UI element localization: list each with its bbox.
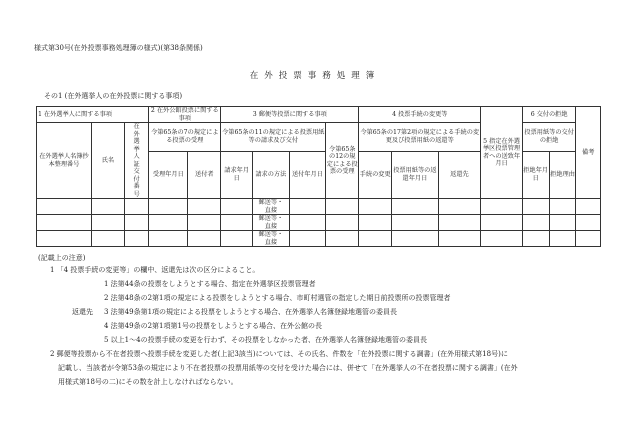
note-item-2: 2 法第48条の2第1項の規定による投票をしようとする場合、市町村選管の指定した期日前投票所の投票管理者 (104, 294, 451, 302)
note-item-1: 1 法第44条の投票をしようとする場合、指定在外選挙区投票管理者 (104, 280, 316, 288)
cell[interactable] (188, 215, 221, 231)
subheader-postal-request: 令第65条の11の規定による投票用紙等の請求及び交付 (221, 123, 326, 152)
request-method-cell[interactable]: 郵送等・ 直接 (253, 231, 290, 247)
cell[interactable] (359, 215, 392, 231)
cell[interactable] (188, 199, 221, 215)
cell[interactable] (522, 199, 549, 215)
cell[interactable] (289, 215, 326, 231)
column-header-refusal-date: 拒絶年月日 (522, 151, 549, 199)
table-row (37, 231, 601, 247)
cell[interactable] (522, 231, 549, 247)
cell[interactable] (392, 199, 438, 215)
cell[interactable] (549, 215, 576, 231)
register-table (36, 106, 601, 247)
cell[interactable] (91, 231, 124, 247)
group-header-postal-vote: 3 郵便等投票に関する事項 (221, 107, 359, 123)
request-method-cell[interactable]: 郵送等・ 直接 (253, 199, 290, 215)
note-2-line-3: 用様式第18号の二)にその数を計上しなければならない。 (58, 378, 238, 386)
cell[interactable] (392, 215, 438, 231)
column-header-procedure-change: 手続の変更 (359, 151, 392, 199)
column-header-refusal-reason: 拒絶理由 (549, 151, 576, 199)
note-2-line-1: 2 郵便等投票から不在者投票へ投票手続を変更した者(上記3該当)については、その氏名、件数を「在外投票に関する調書」(在外用様式第18号)に (50, 350, 508, 358)
column-header-request-method: 請求の方法 (253, 151, 290, 199)
cell[interactable] (149, 231, 188, 247)
column-header-remarks: 備考 (576, 107, 601, 199)
cell[interactable] (392, 231, 438, 247)
column-header-receipt-date: 受理年月日 (149, 151, 188, 199)
notes-heading: (記載上の注意) (38, 254, 86, 262)
cell[interactable] (549, 199, 576, 215)
column-header-return-date: 投票用紙等の返還年月日 (392, 151, 438, 199)
cell[interactable] (438, 215, 481, 231)
group-header-procedure-change: 4 投票手続の変更等 (359, 107, 481, 123)
cell[interactable] (326, 231, 359, 247)
cell[interactable] (522, 215, 549, 231)
cell[interactable] (221, 231, 253, 247)
note-item-3: 3 法第49条第1項の規定による投票をしようとする場合、在外選挙人名簿登録地選管の委員長 (104, 308, 398, 316)
cell[interactable] (37, 231, 92, 247)
column-header-request-date: 請求年月日 (221, 151, 253, 199)
cell[interactable] (438, 231, 481, 247)
subheader-embassy-receipt: 令第65条の7の規定による投票の受理 (149, 123, 221, 152)
cell[interactable] (481, 215, 522, 231)
cell[interactable] (188, 231, 221, 247)
cell[interactable] (481, 199, 522, 215)
cell[interactable] (221, 199, 253, 215)
request-method-cell[interactable]: 郵送等・ 直接 (253, 215, 290, 231)
cell[interactable] (576, 199, 601, 215)
group-header-elector: 1 在外選挙人に関する事項 (37, 107, 149, 123)
cell[interactable] (438, 199, 481, 215)
section-title: その1 (在外選挙人の在外投票に関する事項) (44, 92, 183, 100)
cell[interactable] (91, 199, 124, 215)
column-header-return-destination: 返還先 (438, 151, 481, 199)
note-item-5: 5 以上1〜4の投票手続の変更を行わず、その投票をしなかった者、在外選挙人名簿登録地選管の委員長 (104, 336, 428, 344)
subheader-postal-receipt: 令第65条の12の規定による投票の受理 (326, 123, 359, 199)
cell[interactable] (549, 231, 576, 247)
cell[interactable] (359, 199, 392, 215)
subheader-procedure-change: 令第65条の17第2項の規定による手続の変更及び投票用紙の返還等 (359, 123, 481, 152)
cell[interactable] (221, 215, 253, 231)
cell[interactable] (124, 231, 148, 247)
note-item-4: 4 法第49条の2第1項第1号の投票をしようとする場合、在外公館の長 (104, 322, 322, 330)
cell[interactable] (91, 215, 124, 231)
column-header-send-date: 送付年月日 (289, 151, 326, 199)
note-2-line-2: 記載し、当該者が令第53条の規定により不在者投票の投票用紙等の交付を受けた場合には、併せて「在外選挙人の不在者投票に関する調書」(在外 (58, 364, 518, 372)
cell[interactable] (326, 215, 359, 231)
document-title: 在外投票事務処理簿 (249, 71, 381, 81)
form-title: 様式第30号(在外投票事務処理簿の様式)(第38条関係) (34, 44, 203, 52)
cell[interactable] (37, 199, 92, 215)
group-header-refusal: 6 交付の拒絶 (522, 107, 576, 123)
column-header-register-number: 在外選挙人名簿抄本整理番号 (37, 123, 92, 199)
cell[interactable] (359, 231, 392, 247)
cell[interactable] (289, 199, 326, 215)
cell[interactable] (124, 199, 148, 215)
column-header-sender: 送付者 (188, 151, 221, 199)
group-header-embassy-vote: 2 在外公館投票に関する事項 (149, 107, 221, 123)
subheader-ballot-refusal: 投票用紙等の交付の拒絶 (522, 123, 576, 152)
column-header-name: 氏名 (91, 123, 124, 199)
cell[interactable] (576, 231, 601, 247)
note-1: 1 「4 投票手続の変更等」の欄中、返還先は次の区分によること。 (50, 266, 260, 274)
table-row (37, 199, 601, 215)
return-destination-label: 返還先 (72, 308, 93, 316)
table-row (37, 215, 601, 231)
cell[interactable] (481, 231, 522, 247)
cell[interactable] (326, 199, 359, 215)
cell[interactable] (124, 215, 148, 231)
cell[interactable] (576, 215, 601, 231)
cell[interactable] (289, 231, 326, 247)
group-header-delivery-date: 5 指定在外選挙区投票管理者への送致年月日 (481, 107, 522, 199)
cell[interactable] (149, 215, 188, 231)
cell[interactable] (149, 199, 188, 215)
column-header-certificate-number: 在外選挙人証交付番号 (124, 123, 148, 199)
cell[interactable] (37, 215, 92, 231)
